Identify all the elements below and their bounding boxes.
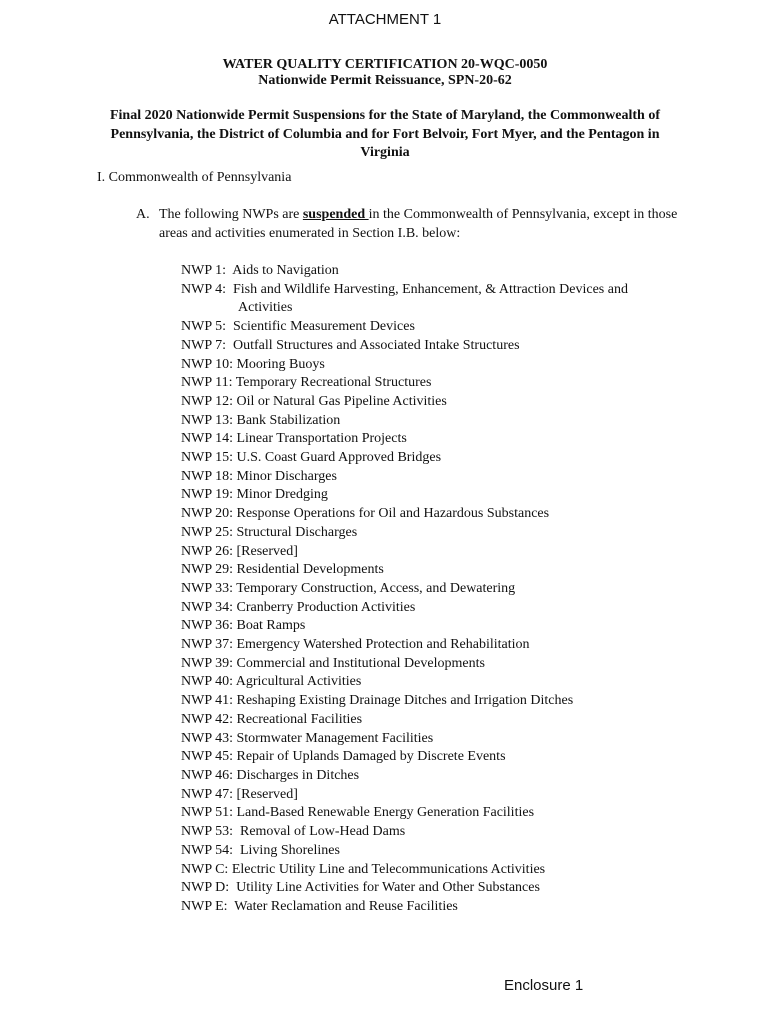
list-item [181, 486, 681, 505]
list-item [181, 262, 681, 281]
paragraph-marker: A. [136, 207, 150, 222]
nwp-label: Residential Developments [236, 562, 384, 578]
list-item [181, 879, 681, 898]
list-item [181, 730, 681, 749]
suspended-emphasis: suspended [302, 207, 369, 222]
nwp-code: NWP 40: [181, 674, 233, 690]
nwp-code: NWP 19: [181, 487, 233, 503]
nwp-label: Mooring Buoys [236, 356, 325, 372]
nwp-separator [233, 843, 240, 858]
nwp-label: Temporary Recreational Structures [235, 375, 432, 391]
list-item [181, 823, 681, 842]
nwp-label: Aids to Navigation [232, 263, 339, 278]
list-item [181, 318, 681, 337]
nwp-label: Reshaping Existing Drainage Ditches and Irrigation Ditches [236, 693, 574, 709]
list-item [181, 767, 681, 786]
nwp-label: Commercial and Institutional Developments [236, 655, 485, 671]
nwp-separator [233, 824, 240, 839]
nwp-label: Scientific Measurement Devices [232, 319, 415, 335]
list-item [181, 692, 681, 711]
document-title: Final 2020 Nationwide Permit Suspensions for the State of Maryland, the Commonwealth of Pennsylvania, the District of Columbia and for Fort Belvoir, Fort Myer, and the Pentagon in Virginia [109, 108, 660, 160]
nwp-code: NWP 13: [181, 412, 233, 428]
list-item [181, 449, 681, 468]
enclosure-label: Enclosure 1 [504, 977, 584, 994]
list-item [181, 711, 681, 730]
nwp-code: NWP 41: [181, 693, 233, 709]
nwp-label: Water Reclamation and Reuse Facilities [234, 898, 458, 914]
nwp-code: NWP 25: [181, 524, 233, 540]
list-item [181, 580, 681, 599]
nwp-code: NWP 51: [181, 805, 233, 821]
nwp-label: Electric Utility Line and Telecommunications Activities [231, 861, 546, 877]
nwp-label: Response Operations for Oil and Hazardous Substances [236, 506, 550, 522]
nwp-code: NWP 12: [181, 393, 233, 409]
nwp-label: Discharges in Ditches [236, 767, 360, 783]
nwp-code: NWP 29: [181, 562, 233, 578]
list-item [181, 356, 681, 375]
paragraph-text-after: in the Commonwealth of Pennsylvania, except in those areas and activities enumerated in Section I.B. below: [159, 207, 678, 241]
nwp-separator [226, 282, 233, 297]
list-item [181, 655, 681, 674]
paragraph-text [136, 206, 696, 243]
nwp-code: NWP E: [181, 898, 228, 914]
nwp-label: Emergency Watershed Protection and Rehabilitation [236, 637, 530, 653]
list-item [181, 430, 681, 449]
nwp-code: NWP 7: [181, 337, 226, 353]
nwp-label: Structural Discharges [236, 524, 358, 540]
nwp-code: NWP C: [181, 861, 229, 877]
nwp-label: Linear Transportation Projects [236, 431, 407, 447]
nwp-label: Outfall Structures and Associated Intake Structures [232, 337, 520, 353]
nwp-label: Minor Discharges [236, 468, 337, 484]
list-item [181, 524, 681, 543]
nwp-code: NWP 42: [181, 711, 233, 727]
nwp-label: [Reserved] [236, 786, 298, 802]
nwp-label: Boat Ramps [236, 618, 306, 634]
list-item [181, 599, 681, 618]
nwp-code: NWP 43: [181, 730, 233, 746]
nwp-code: NWP 5: [181, 319, 226, 335]
nwp-list [181, 262, 681, 917]
permit-reissuance: Nationwide Permit Reissuance, SPN-20-62 [258, 73, 512, 88]
list-item [181, 543, 681, 562]
nwp-label: Living Shorelines [239, 842, 340, 858]
list-item [181, 636, 681, 655]
nwp-code: NWP 34: [181, 599, 233, 615]
list-item [181, 374, 681, 393]
list-item [181, 673, 681, 692]
nwp-label: Recreational Facilities [236, 711, 363, 727]
nwp-label: Cranberry Production Activities [236, 599, 416, 615]
nwp-label: Removal of Low-Head Dams [239, 824, 406, 840]
nwp-separator [226, 319, 233, 334]
list-item [181, 898, 681, 917]
nwp-code: NWP 46: [181, 767, 233, 783]
attachment-label: ATTACHMENT 1 [328, 11, 442, 28]
list-item [181, 804, 681, 823]
nwp-code: NWP 53: [181, 824, 233, 840]
list-item [181, 412, 681, 431]
list-item [181, 748, 681, 767]
list-item [181, 561, 681, 580]
nwp-code: NWP 14: [181, 431, 233, 447]
nwp-label: Minor Dredging [236, 487, 328, 503]
list-item [181, 281, 681, 318]
nwp-label: Agricultural Activities [235, 674, 362, 690]
nwp-label: Oil or Natural Gas Pipeline Activities [236, 393, 447, 409]
certification-heading [0, 57, 770, 89]
list-item [181, 337, 681, 356]
nwp-code: NWP 39: [181, 655, 233, 671]
section-paragraph [136, 206, 696, 243]
nwp-code: NWP 26: [181, 543, 233, 559]
nwp-label: [Reserved] [236, 543, 298, 559]
nwp-label: Utility Line Activities for Water and Other Substances [236, 880, 540, 896]
nwp-label: Temporary Construction, Access, and Dewatering [236, 580, 516, 596]
nwp-code: NWP 20: [181, 506, 233, 522]
nwp-code: NWP 45: [181, 749, 233, 765]
list-item [181, 842, 681, 861]
nwp-label: Land-Based Renewable Energy Generation Facilities [236, 805, 535, 821]
nwp-code: NWP 37: [181, 637, 233, 653]
list-item [181, 617, 681, 636]
nwp-code: NWP 15: [181, 450, 233, 466]
nwp-code: NWP 47: [181, 786, 233, 802]
list-item [181, 468, 681, 487]
nwp-label: Bank Stabilization [236, 412, 341, 428]
certification-number: WATER QUALITY CERTIFICATION 20-WQC-0050 [222, 57, 548, 72]
nwp-code: NWP 1: [181, 263, 226, 278]
nwp-label: U.S. Coast Guard Approved Bridges [236, 450, 442, 466]
nwp-code: NWP 36: [181, 618, 233, 634]
nwp-code: NWP 4: [181, 281, 226, 297]
nwp-label: Stormwater Management Facilities [236, 730, 434, 746]
nwp-separator [226, 338, 233, 353]
list-item [181, 861, 681, 880]
nwp-code: NWP 18: [181, 468, 233, 484]
list-item [181, 786, 681, 805]
nwp-code: NWP 33: [181, 580, 233, 596]
nwp-code: NWP 54: [181, 842, 233, 858]
list-item [181, 505, 681, 524]
list-item [181, 393, 681, 412]
nwp-label: Fish and Wildlife Harvesting, Enhancement, & Attraction Devices and Activities [232, 281, 628, 316]
nwp-code: NWP D: [181, 880, 230, 896]
nwp-code: NWP 11: [181, 375, 233, 391]
nwp-code: NWP 10: [181, 356, 233, 372]
section-heading: I. Commonwealth of Pennsylvania [97, 170, 292, 185]
nwp-label: Repair of Uplands Damaged by Discrete Events [236, 749, 506, 765]
paragraph-text-before: The following NWPs are [159, 207, 303, 222]
